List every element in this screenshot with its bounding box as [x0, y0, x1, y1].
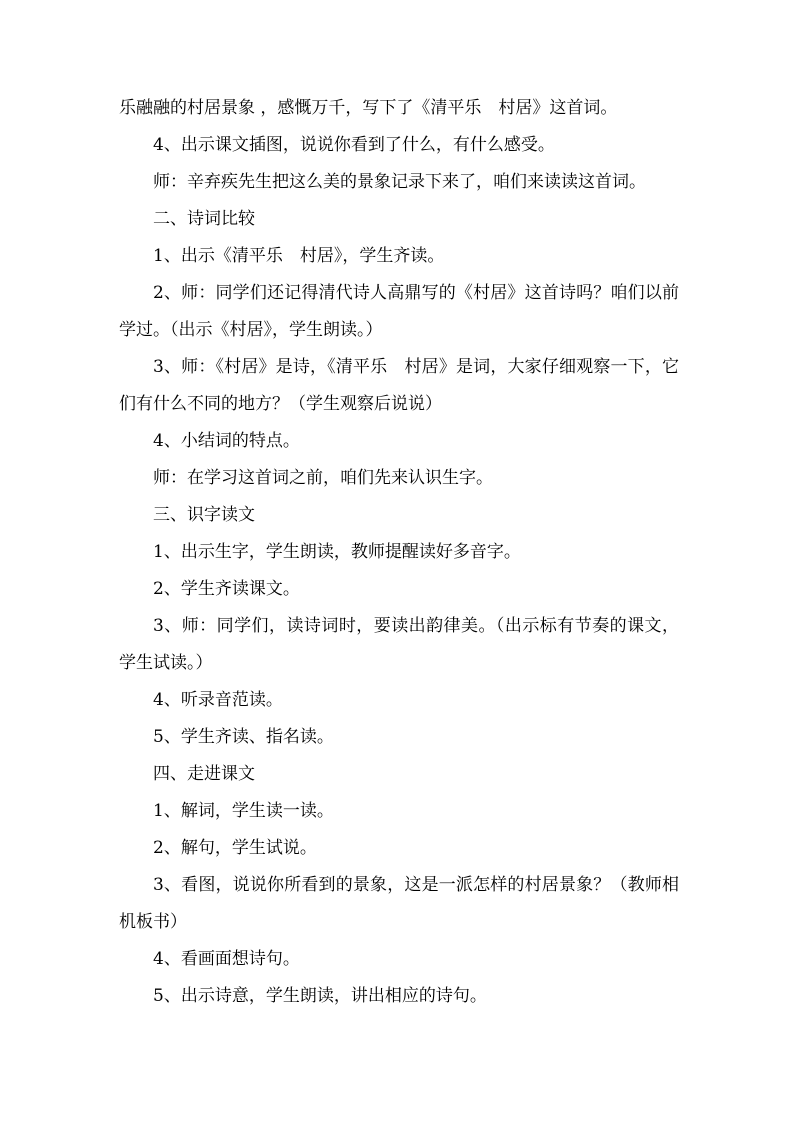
section-heading-poem-comparison: 二、诗词比较: [153, 209, 255, 229]
paragraph-step-4-summary: 4、小结词的特点。: [153, 431, 300, 451]
paragraph-step-1: 1、出示《清平乐 村居》，学生齐读。: [153, 246, 445, 266]
paragraph-literacy-step-4: 4、听录音范读。: [153, 690, 283, 710]
paragraph-step-3: 3、师：《村居》是诗，《清平乐 村居》是词，大家仔细观察一下，它们有什么不同的地方？（学生观察后说说）: [119, 357, 679, 414]
paragraph-literacy-step-3: 3、师：同学们，读诗词时，要读出韵律美。（出示标有节奏的课文，学生试读。）: [119, 616, 679, 673]
section-heading-text-study: 四、走进课文: [153, 764, 255, 784]
paragraph-text-step-1: 1、解词，学生读一读。: [153, 801, 334, 821]
paragraph-literacy-step-2: 2、学生齐读课文。: [153, 579, 300, 599]
paragraph-teacher-remark: 师：辛弃疾先生把这么美的景象记录下来了，咱们来读读这首词。: [153, 172, 646, 192]
paragraph-teacher-transition: 师：在学习这首词之前，咱们先来认识生字。: [153, 468, 493, 488]
paragraph-step-4-illustration: 4、出示课文插图，说说你看到了什么，有什么感受。: [153, 135, 555, 155]
paragraph-continuation: 乐融融的村居景象 ，感慨万千，写下了《清平乐 村居》这首词。: [119, 98, 618, 118]
paragraph-literacy-step-1: 1、出示生字，学生朗读，教师提醒读好多音字。: [153, 542, 521, 562]
paragraph-text-step-4: 4、看画面想诗句。: [153, 949, 300, 969]
paragraph-step-2: 2、师：同学们还记得清代诗人高鼎写的《村居》这首诗吗？咱们以前学过。（出示《村居》，学生朗读。）: [119, 283, 679, 340]
paragraph-text-step-2: 2、解句，学生试说。: [153, 838, 317, 858]
paragraph-literacy-step-5: 5、学生齐读、指名读。: [153, 727, 334, 747]
paragraph-text-step-5: 5、出示诗意，学生朗读，讲出相应的诗句。: [153, 986, 487, 1006]
section-heading-literacy: 三、识字读文: [153, 505, 255, 525]
document-body: [119, 90, 679, 1015]
paragraph-text-step-3: 3、看图，说说你所看到的景象，这是一派怎样的村居景象？（教师相机板书）: [119, 875, 679, 932]
